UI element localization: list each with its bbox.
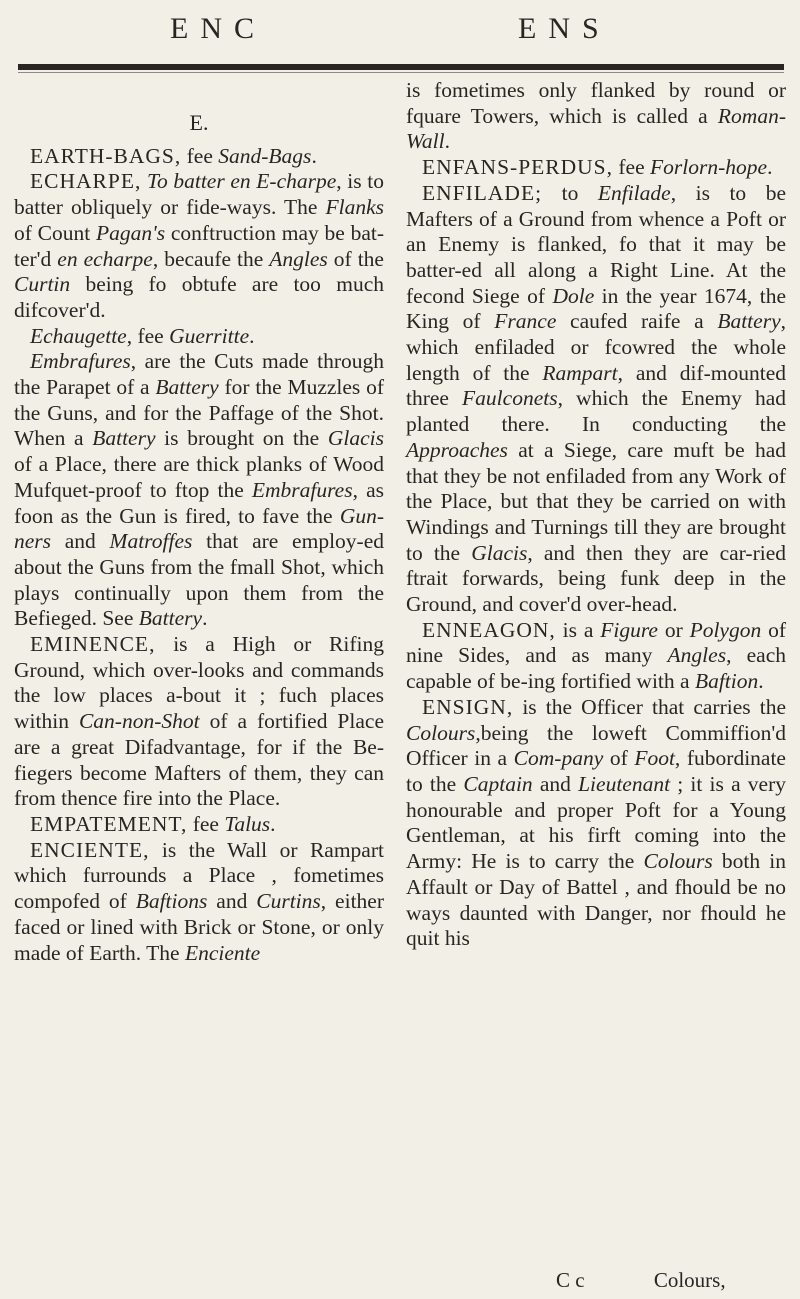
italic-term: en echarpe xyxy=(57,246,153,271)
entry-text: is the Officer that carries the xyxy=(513,694,786,719)
dictionary-entry xyxy=(406,618,786,695)
dictionary-entry xyxy=(14,838,384,967)
dictionary-entry xyxy=(14,349,384,632)
entry-text: conftruction may be bat-ter'd xyxy=(14,220,384,271)
entry-text: and xyxy=(532,771,579,796)
entry-text: , and dif-mounted three xyxy=(406,360,786,411)
entry-text: is brought on the xyxy=(155,426,328,451)
entry-text: , as foon as the Gun is fired, to fave the xyxy=(14,477,384,528)
entry-headword: EMINENCE, xyxy=(30,632,156,657)
italic-term: Can-non-Shot xyxy=(78,709,200,734)
italic-term: Baftion xyxy=(694,669,759,694)
entry-text: or xyxy=(657,617,690,642)
entry-text: , is to batter obliquely or fide-ways. The xyxy=(14,169,384,220)
italic-term: Angles xyxy=(667,643,727,668)
entry-text: for the Muzzles of the Guns, and for the Paffage of the Shot. When a xyxy=(14,375,384,451)
entry-text: and xyxy=(207,889,257,914)
italic-term: Flanks xyxy=(325,195,384,220)
italic-term: Polygon xyxy=(689,617,762,642)
entry-text: is the Wall or Rampart which furrounds a Place , fometimes compofed of xyxy=(14,837,384,914)
italic-term: Angles xyxy=(269,246,328,271)
running-head-right: ENS xyxy=(518,12,611,45)
entry-text: of the xyxy=(327,246,384,271)
entry-text: , which enfiladed or fcowred the whole length of the xyxy=(406,309,786,385)
entry-text: , each capable of be-ing fortified with a xyxy=(406,643,786,694)
entry-text: fee xyxy=(187,811,225,836)
entry-headword: ENCIENTE, xyxy=(30,837,150,862)
header-rule xyxy=(18,64,784,70)
entry-text: is a xyxy=(555,617,601,642)
dictionary-entry xyxy=(14,169,384,323)
header-rule-thin xyxy=(18,72,784,73)
entry-text: fee xyxy=(181,143,219,168)
italic-term: Curtins xyxy=(256,889,321,914)
dictionary-entry xyxy=(14,324,384,350)
italic-term: Baftions xyxy=(135,889,208,914)
italic-term: Battery xyxy=(155,375,219,400)
italic-term: Rampart xyxy=(542,360,618,385)
entry-text: of a fortified Place are a great Difadvantage, for if the Be-fiegers become Mafters of them, they can from thence fire into the Place. xyxy=(14,709,384,811)
entry-headword: EMPATEMENT, xyxy=(30,811,188,836)
italic-term: Echaugette xyxy=(30,323,127,348)
right-column xyxy=(406,78,786,952)
entry-headword: ENSIGN, xyxy=(422,694,514,719)
italic-term: Battery xyxy=(92,426,156,451)
dictionary-entry xyxy=(14,812,384,838)
entry-text: ; it is a very honourable and proper Poft for a Young Gentleman, at his firft coming into the Army: He is to carry the xyxy=(406,771,786,874)
italic-term: Battery xyxy=(138,606,203,631)
entry-text: caufed raife a xyxy=(556,309,718,334)
italic-term: Pagan's xyxy=(96,220,166,245)
entry-text: . xyxy=(249,323,255,348)
italic-term: Approaches xyxy=(406,437,508,462)
entry-text: . xyxy=(202,606,208,631)
entry-text: and xyxy=(51,529,110,554)
dictionary-entry xyxy=(406,155,786,181)
dictionary-entry xyxy=(406,695,786,952)
italic-term: Faulconets xyxy=(462,386,558,411)
entry-text: that are employ-ed about the Guns from the fmall Shot, which plays continually upon them from the Befieged. See xyxy=(14,529,384,631)
left-column xyxy=(14,104,384,966)
entry-text: fee xyxy=(613,155,651,180)
entry-text: , is to be Mafters of a Ground from whence a Poft or an Enemy is flanked, fo that it may be batter-ed all along a Right Line. At the fecond Siege of xyxy=(406,180,786,308)
entry-text: of nine Sides, and as many xyxy=(406,617,786,668)
entry-headword: ENNEAGON, xyxy=(422,617,556,642)
italic-term: Guerritte xyxy=(169,323,250,348)
entry-text: , becaufe the xyxy=(152,246,270,271)
entry-headword: ECHARPE, xyxy=(30,169,142,194)
entry-text: of Count xyxy=(14,220,97,245)
entry-text: to xyxy=(542,180,598,205)
entry-text: . xyxy=(758,669,764,694)
entry-text: , which the Enemy had planted there. In conducting the xyxy=(406,386,786,437)
italic-term: Figure xyxy=(600,617,658,642)
dictionary-entry xyxy=(14,144,384,170)
entry-text: , are the Cuts made through the Parapet of a xyxy=(14,349,384,400)
entry-text: . xyxy=(270,811,276,836)
italic-term: Glacis xyxy=(327,426,384,451)
italic-term: Embrafures xyxy=(251,477,353,502)
dictionary-entry xyxy=(406,78,786,155)
italic-term: Lieutenant xyxy=(578,771,671,796)
page-footer xyxy=(556,1268,796,1293)
entry-text: at a Siege, care muft be had that they be not enfiladed from any Work of the Place, but that they be carried on with Windings and Turnings till they are brought to the xyxy=(406,437,786,565)
running-head xyxy=(0,0,800,60)
entry-text: . xyxy=(444,129,451,154)
italic-term: Captain xyxy=(463,771,533,796)
italic-term: Enfilade xyxy=(597,180,671,205)
italic-term: Gun-ners xyxy=(14,503,384,554)
catchword: Colours, xyxy=(653,1268,726,1292)
signature-mark: C c xyxy=(556,1268,585,1292)
entry-text: is a High or Rifing Ground, which over-looks and commands the low places a-bout it ; fuch places within xyxy=(14,632,384,734)
italic-term: Foot xyxy=(634,746,675,771)
italic-term: Matroffes xyxy=(109,529,193,554)
italic-term: Roman-Wall xyxy=(406,103,786,154)
entry-text: of a Place, there are thick planks of Wood Mufquet-proof to ftop the xyxy=(14,452,384,502)
entry-headword: ENFANS-PERDUS, xyxy=(422,155,614,180)
italic-term: Colours xyxy=(406,720,476,745)
italic-term: Curtin xyxy=(14,272,71,297)
entry-text: of xyxy=(603,746,635,771)
entry-headword: EARTH-BAGS, xyxy=(30,143,182,168)
italic-term: France xyxy=(494,309,557,334)
italic-term: Colours xyxy=(643,849,713,874)
italic-term: Embrafures xyxy=(30,349,131,374)
italic-term: Enciente xyxy=(184,940,261,965)
entry-text: . xyxy=(311,143,317,168)
entry-text: , fee xyxy=(126,323,170,348)
entry-text: , and then they are car-ried ftrait forwards, being funk deep in the Ground, and cover'd over-head. xyxy=(406,540,786,617)
dictionary-entry xyxy=(406,181,786,618)
italic-term: Com-pany xyxy=(513,746,604,771)
italic-term: Dole xyxy=(552,283,595,308)
italic-term: Sand-Bags xyxy=(218,143,312,168)
entry-text: being fo obtufe are too much difcover'd. xyxy=(14,272,384,322)
entry-text: ,being the loweft Commiffion'd Officer in a xyxy=(406,720,786,771)
entry-text: in the year 1674, the King of xyxy=(406,283,786,334)
section-letter: E. xyxy=(189,110,209,135)
italic-term: To batter en E-charpe xyxy=(146,169,337,194)
entry-text: , either faced or lined with Brick or Stone, or only made of Earth. The xyxy=(14,889,384,965)
entry-text: both in Affault or Day of Battel , and fhould be no ways daunted with Danger, nor fhould he quit his xyxy=(406,849,787,951)
italic-term: Talus xyxy=(224,811,271,836)
entry-text: , fubordinate to the xyxy=(406,746,786,796)
entry-text: . xyxy=(767,155,773,180)
dictionary-entry xyxy=(14,632,384,812)
entry-headword: ENFILADE; xyxy=(422,180,543,205)
entry-text: is fometimes only flanked by round or fquare Towers, which is called a xyxy=(406,78,786,128)
italic-term: Battery xyxy=(717,309,781,334)
running-head-left: ENC xyxy=(170,12,266,45)
italic-term: Glacis xyxy=(471,540,528,565)
italic-term: Forlorn-hope xyxy=(650,155,768,180)
